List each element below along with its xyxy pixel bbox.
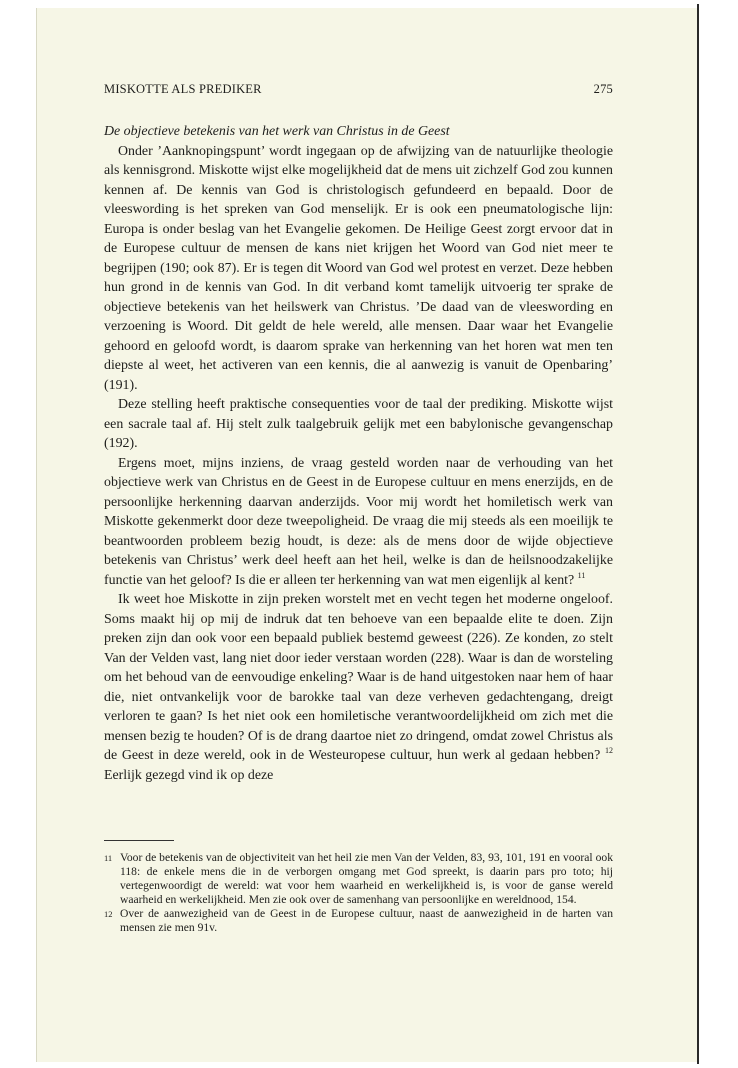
footnote <box>104 907 613 935</box>
section-title: De objectieve betekenis van het werk van Christus in de Geest <box>104 124 450 139</box>
body-text <box>104 122 613 785</box>
paragraph-text: Ik weet hoe Miskotte in zijn preken worstelt met en vecht tegen het moderne ongeloof. Soms maakt hij op mij de indruk dat ten behoeve van een bepaalde elite te doen. Zijn preken zijn dan ook voor een bepaald publiek bestemd geweest (226). Ze konden, zo stelt Van der Velden vast, lang niet door ieder verstaan worden (228). Waar is dan de worsteling om het behoud van de eenvoudige enkeling? Waar is de hand uitgestoken naar hem of haar die, niet ontvankelijk voor de barokke taal van deze verheven gedachtengang, dreigt verloren te gaan? Is het niet ook een homiletische verantwoordelijkheid om zich met die mensen bezig te houden? Of is de drang daartoe niet zo dringend, omdat zowel Christus als de Geest in deze wereld, ook in de Westeuropese cultuur, hun werk al gedaan hebben? <box>104 592 613 763</box>
footnotes <box>104 851 613 935</box>
paragraph: Onder ’Aanknopingspunt’ wordt ingegaan op de afwijzing van de natuurlijke theologie als kennisgrond. Miskotte wijst elke mogelijkheid dat de mens uit zichzelf God zou kunnen kennen af. De kennis van God is christologisch gefundeerd en bepaald. Door de vleeswording is het spreken van God menselijk. Er is ook een pneumatologische lijn: Europa is onder beslag van het Evangelie gekomen. De Heilige Geest zorgt ervoor dat in de Europese cultuur de mensen de kans niet krijgen het Woord van God niet meer te begrijpen (190; ook 87). Er is tegen dit Woord van God wel protest en verzet. Deze hebben hun grond in de kennis van God. In dit verband komt tamelijk uitvoerig ter sprake de objectieve betekenis van het heilswerk van Christus. ’De daad van de vleeswording en verzoening is Woord. Dit geldt de hele wereld, alle mensen. Daar waar het Evangelie gehoord en geloofd wordt, is daarom sprake van herkenning van het horen wat men ten diepste al weet, het activeren van een kennis, die al aanwezig is vanuit de Openbaring’ (191). <box>104 143 613 393</box>
footnote-number: 12 <box>104 909 113 919</box>
footnote-text: Over de aanwezigheid van de Geest in de Europese cultuur, naast de aanwezigheid in de harten van mensen zie men 91v. <box>120 907 613 934</box>
paragraph <box>104 454 613 591</box>
paragraph-text: Eerlijk gezegd vind ik op deze <box>104 767 274 783</box>
paragraph: Deze stelling heeft praktische consequenties voor de taal der prediking. Miskotte wijst een sacrale taal af. Hij stelt zulk taalgebruik gelijk met een babylonische gevangenschap (192). <box>104 397 613 451</box>
footnote-ref: 12 <box>605 746 613 755</box>
footnote <box>104 851 613 907</box>
paragraph <box>104 590 613 785</box>
footnote-ref: 11 <box>577 570 586 580</box>
footnote-divider <box>104 840 174 841</box>
page-edge-rule <box>697 4 699 1064</box>
page-number: 275 <box>593 82 613 96</box>
footnote-text: Voor de betekenis van de objectiviteit van het heil zie men Van der Velden, 83, 93, 101, 191 en vooral ook 118: de enkele mens die in de verborgen omgang met God spreekt, is daarin pars pro toto; hij vertegenwoordigt de wereld: wat voor hem waarheid en werkelijkheid is, is voor de ganse wereld waarheid en werkelijkheid. Men zie ook over de samenhang van persoonlijke en wereldnood, 154. <box>120 851 613 906</box>
paragraph-text: Ergens moet, mijns inziens, de vraag gesteld worden naar de verhouding van het objectieve werk van Christus en de Geest in de Europese cultuur en mens enerzijds, en de persoonlijke herkenning daarvan anderzijds. Voor mij wordt het homiletisch werk van Miskotte gekenmerkt door deze tweepoligheid. De vraag die mij steeds als een moeilijk te beantwoorden probleem bezig houdt, is deze: als de mens door de wijde objectieve betekenis van Christus’ werk deel heeft aan het heil, welke is dan de heilsnoodzakelijke functie van het geloof? Is die er alleen ter herkenning van wat men eigenlijk al kent? <box>104 455 613 588</box>
running-title: MISKOTTE ALS PREDIKER <box>104 82 262 96</box>
footnote-number: 11 <box>104 853 113 863</box>
running-header <box>104 82 613 97</box>
